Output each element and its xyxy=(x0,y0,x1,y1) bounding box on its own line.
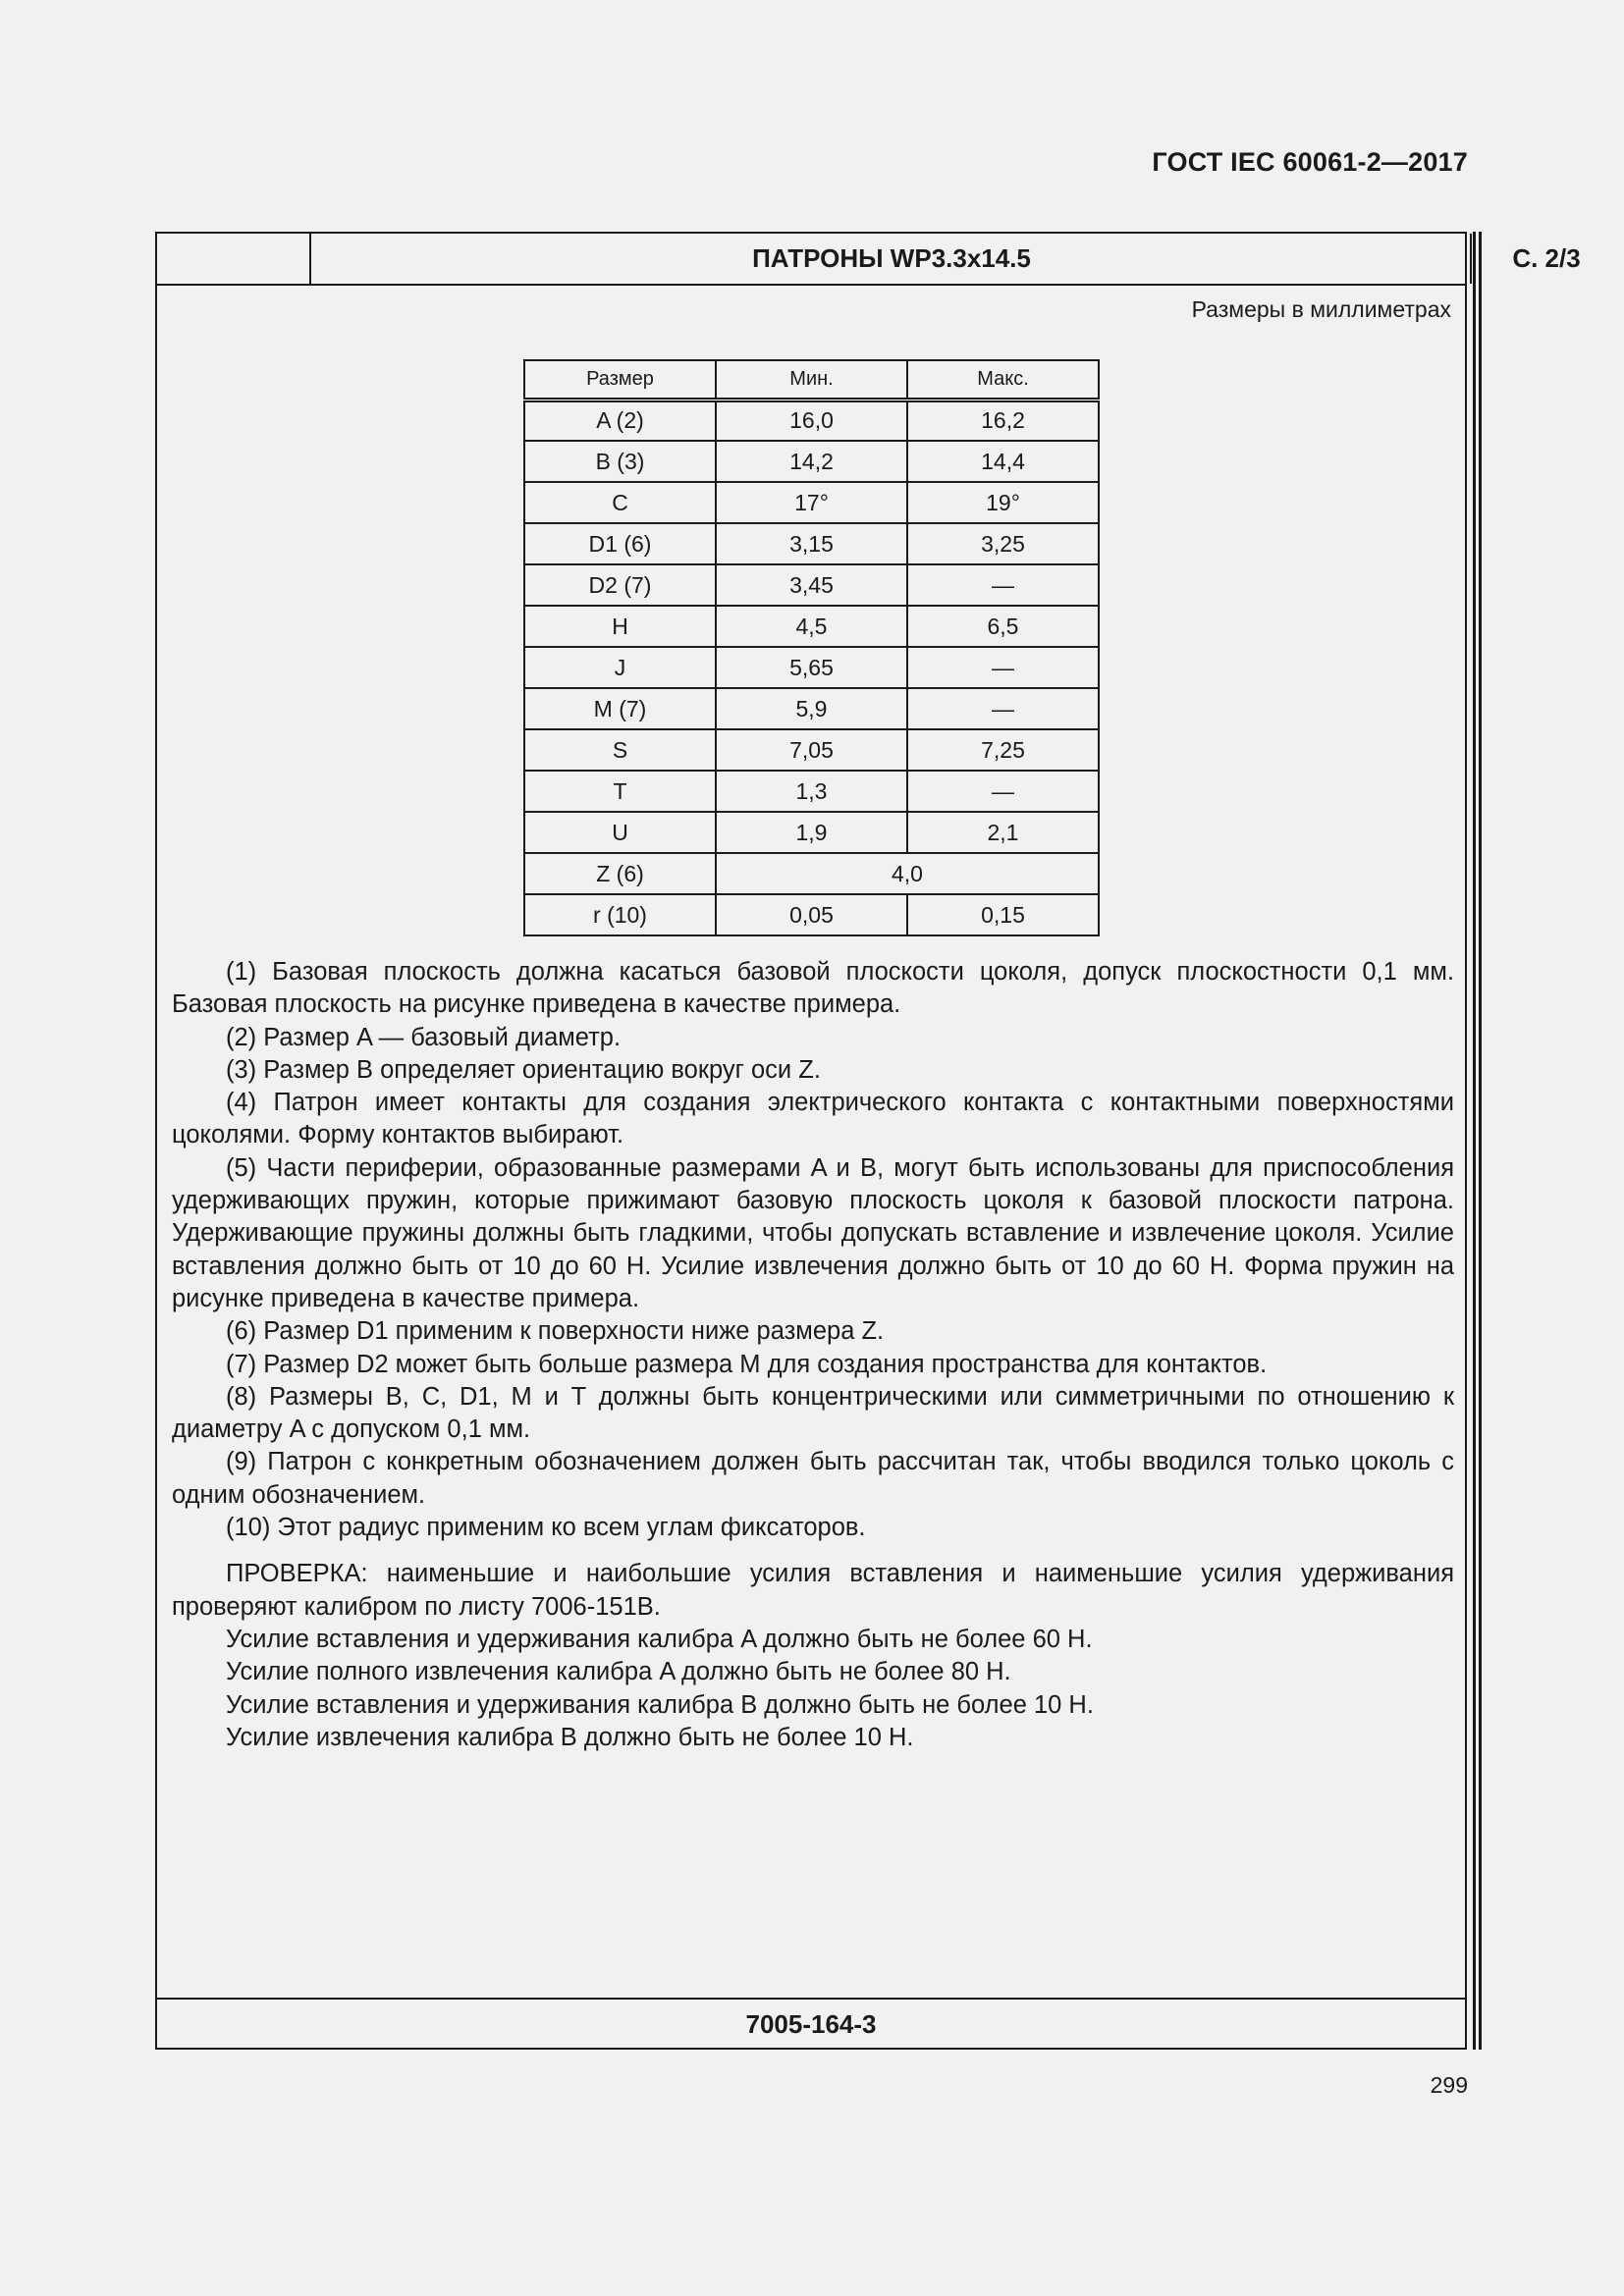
table-cell: 0,05 xyxy=(716,894,907,935)
table-cell: 2,1 xyxy=(907,812,1099,853)
table-row xyxy=(524,647,1099,688)
note-paragraph: (10) Этот радиус применим ко всем углам фиксаторов. xyxy=(226,1514,866,1542)
table-row xyxy=(524,564,1099,606)
note-paragraph: (7) Размер D2 может быть больше размера M для создания пространства для контактов. xyxy=(226,1350,1268,1378)
table-row xyxy=(524,729,1099,771)
table-cell: T xyxy=(524,771,716,812)
check-paragraph: Усилие вставления и удерживания калибра B должно быть не более 10 Н. xyxy=(226,1690,1094,1719)
dimensions-table xyxy=(523,359,1100,936)
table-cell-merged: 4,0 xyxy=(716,853,1099,894)
table-row xyxy=(524,688,1099,729)
table-cell: 7,05 xyxy=(716,729,907,771)
table-row xyxy=(524,482,1099,523)
table-cell: A (2) xyxy=(524,400,716,441)
table-cell: — xyxy=(907,688,1099,729)
table-cell: 0,15 xyxy=(907,894,1099,935)
table-cell: C xyxy=(524,482,716,523)
table-row xyxy=(524,771,1099,812)
table-cell: 7,25 xyxy=(907,729,1099,771)
table-cell: 4,5 xyxy=(716,606,907,647)
note-paragraph: (8) Размеры B, C, D1, M и T должны быть концентрическими или симметричными по отношению к диаметру A с допуском 0,1 мм. xyxy=(172,1382,1454,1444)
notes-section xyxy=(172,956,1454,1754)
frame-rule-outer xyxy=(1479,232,1482,2050)
header-blank-cell xyxy=(157,234,311,284)
table-cell: Z (6) xyxy=(524,853,716,894)
table-cell: M (7) xyxy=(524,688,716,729)
units-note: Размеры в миллиметрах xyxy=(1191,296,1451,322)
sheet-footer-code: 7005-164-3 xyxy=(745,2009,877,2039)
table-cell: 5,65 xyxy=(716,647,907,688)
page-number: 299 xyxy=(1430,2072,1468,2098)
table-cell: 1,9 xyxy=(716,812,907,853)
table-cell: S xyxy=(524,729,716,771)
column-header: Размер xyxy=(524,360,716,400)
check-paragraph: Усилие извлечения калибра B должно быть не более 10 Н. xyxy=(226,1723,914,1751)
table-cell: 14,4 xyxy=(907,441,1099,482)
table-cell: B (3) xyxy=(524,441,716,482)
table-cell: D2 (7) xyxy=(524,564,716,606)
table-cell: 3,25 xyxy=(907,523,1099,564)
table-row xyxy=(524,400,1099,441)
table-row xyxy=(524,441,1099,482)
table-row xyxy=(524,523,1099,564)
frame-rule-outer xyxy=(1473,232,1476,2050)
sheet-title-text: ПАТРОНЫ WP3.3x14.5 xyxy=(752,243,1031,273)
column-header: Макс. xyxy=(907,360,1099,400)
table-cell: — xyxy=(907,771,1099,812)
check-paragraph: ПРОВЕРКА: наименьшие и наибольшие усилия вставления и наименьшие усилия удерживания проверяют калибром по листу 7006-151B. xyxy=(172,1560,1454,1621)
table-cell: 19° xyxy=(907,482,1099,523)
note-paragraph: (6) Размер D1 применим к поверхности ниже размера Z. xyxy=(226,1317,885,1346)
table-row xyxy=(524,894,1099,935)
table-cell: 16,2 xyxy=(907,400,1099,441)
sheet-page-ref: С. 2/3 xyxy=(1512,243,1581,273)
table-cell: — xyxy=(907,564,1099,606)
table-cell: 3,15 xyxy=(716,523,907,564)
note-paragraph: (3) Размер B определяет ориентацию вокруг оси Z. xyxy=(226,1055,821,1084)
table-cell: 1,3 xyxy=(716,771,907,812)
check-paragraph: Усилие вставления и удерживания калибра A должно быть не более 60 Н. xyxy=(226,1625,1093,1653)
table-cell: U xyxy=(524,812,716,853)
table-cell: J xyxy=(524,647,716,688)
table-row xyxy=(524,853,1099,894)
check-paragraph: Усилие полного извлечения калибра A должно быть не более 80 Н. xyxy=(226,1658,1011,1686)
sheet-frame xyxy=(155,232,1581,2050)
table-row xyxy=(524,606,1099,647)
note-paragraph: (4) Патрон имеет контакты для создания электрического контакта с контактными поверхностями цоколями. Форму контактов выбирают. xyxy=(172,1089,1454,1149)
note-paragraph: (1) Базовая плоскость должна касаться базовой плоскости цоколя, допуск плоскостности 0,1 мм. Базовая плоскость на рисунке приведена в качестве примера. xyxy=(172,958,1454,1019)
sheet-title xyxy=(311,234,1581,284)
table-cell: 14,2 xyxy=(716,441,907,482)
table-cell: H xyxy=(524,606,716,647)
table-cell: D1 (6) xyxy=(524,523,716,564)
document-code: ГОСТ IEC 60061-2—2017 xyxy=(1152,147,1468,177)
table-cell: 5,9 xyxy=(716,688,907,729)
note-paragraph: (2) Размер A — базовый диаметр. xyxy=(226,1023,622,1051)
note-paragraph: (5) Части периферии, образованные размерами A и B, могут быть использованы для приспособления удерживающих пружин, которые прижимают базовую плоскость цоколя к базовой плоскости патрона. Удерживающие пружины должны быть гладкими, чтобы допускать вставление и извлечение цоколя. Усилие вставления должно быть от 10 до 60 Н. Усилие извлечения должно быть от 10 до 60 Н. Форма пружин на рисунке приведена в качестве примера. xyxy=(172,1153,1454,1312)
table-row xyxy=(524,812,1099,853)
table-cell: 3,45 xyxy=(716,564,907,606)
table-cell: 16,0 xyxy=(716,400,907,441)
table-cell: r (10) xyxy=(524,894,716,935)
table-cell: 6,5 xyxy=(907,606,1099,647)
sheet-header xyxy=(157,234,1581,286)
note-paragraph: (9) Патрон с конкретным обозначением должен быть рассчитан так, чтобы вводился только цоколь с одним обозначением. xyxy=(172,1448,1454,1509)
column-header: Мин. xyxy=(716,360,907,400)
table-cell: 17° xyxy=(716,482,907,523)
table-header-row xyxy=(524,360,1099,400)
table-cell: — xyxy=(907,647,1099,688)
